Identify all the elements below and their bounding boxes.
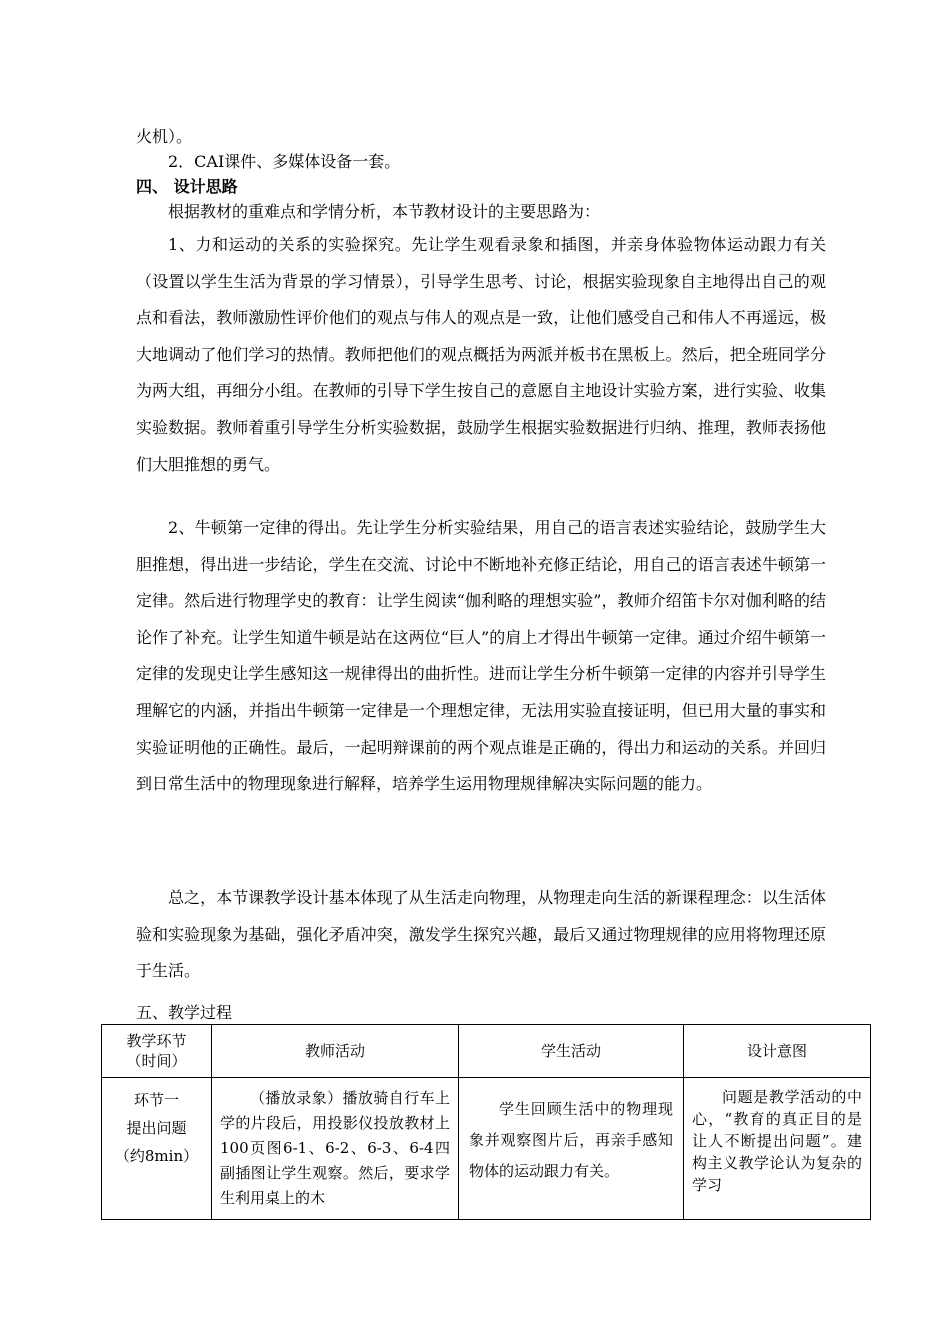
section-4-paragraph-3: 总之，本节课教学设计基本体现了从生活走向物理，从物理走向生活的新课程理念：以生活体验和实验现象为基础，强化矛盾冲突，激发学生探究兴趣，最后又通过物理规律的应用将物理还原于生活。 — [136, 888, 826, 981]
section-5-heading: 五、教学过程 — [136, 1003, 233, 1022]
intro-line-1: 火机）。 — [136, 127, 193, 146]
header-student-activity: 学生活动 — [459, 1025, 684, 1078]
section-4-paragraph-1: 1、力和运动的关系的实验探究。先让学生观看录象和插图，并亲身体验物体运动跟力有关（设置以学生生活为背景的学习情景），引导学生思考、讨论，根据实验现象自主地得出自己的观点和看法，教师激励性评价他们的观点与伟人的观点是一致，让他们感受自己和伟人不再遥远，极大地调动了他们学习的热情。教师把他们的观点概括为两派并板书在黑板上。然后，把全班同学分为两大组，再细分小组。在教师的引导下学生按自己的意愿自主地设计实验方案，进行实验、收集实验数据。教师着重引导学生分析实验数据，鼓励学生根据实验数据进行归纳、推理，教师表扬他们大胆推想的勇气。 — [136, 235, 826, 474]
cell-stage: 环节一 提出问题 （约8min） — [102, 1078, 212, 1220]
section-4-paragraph-2: 2、牛顿第一定律的得出。先让学生分析实验结果，用自己的语言表述实验结论，鼓励学生大胆推想，得出进一步结论，学生在交流、讨论中不断地补充修正结论，用自己的语言表述牛顿第一定律。然后进行物理学史的教育：让学生阅读“伽利略的理想实验”，教师介绍笛卡尔对伽利略的结论作了补充。让学生知道牛顿是站在这两位“巨人”的肩上才得出牛顿第一定律。通过介绍牛顿第一定律的发现史让学生感知这一规律得出的曲折性。进而让学生分析牛顿第一定律的内容并引导学生理解它的内涵，并指出牛顿第一定律是一个理想定律，无法用实验直接证明，但已用大量的事实和实验证明他的正确性。最后，一起明辩课前的两个观点谁是正确的，得出力和运动的关系。并回归到日常生活中的物理现象进行解释，培养学生运用物理规律解决实际问题的能力。 — [136, 518, 826, 794]
intro-line-2: 2．CAI课件、多媒体设备一套。 — [168, 152, 401, 171]
table-row — [102, 1078, 871, 1220]
header-design-intent: 设计意图 — [684, 1025, 871, 1078]
table-header-row — [102, 1025, 871, 1078]
header-teacher-activity: 教师活动 — [212, 1025, 459, 1078]
cell-teacher-activity: （播放录象）播放骑自行车上学的片段后，用投影仪投放教材上100页图6-1、6-2、6-3、6-4四副插图让学生观察。然后，要求学生利用桌上的木 — [212, 1078, 459, 1220]
section-4-heading: 四、 设计思路 — [136, 177, 238, 196]
teaching-process-table — [101, 1024, 871, 1220]
cell-student-activity: 学生回顾生活中的物理现象并观察图片后，再亲手感知物体的运动跟力有关。 — [459, 1078, 684, 1220]
section-4-lead: 根据教材的重难点和学情分析，本节教材设计的主要思路为： — [168, 202, 601, 221]
header-stage: 教学环节 （时间） — [102, 1025, 212, 1078]
cell-design-intent: 问题是教学活动的中心，“教育的真正目的是让人不断提出问题”。建构主义教学论认为复杂的学习 — [684, 1078, 871, 1220]
